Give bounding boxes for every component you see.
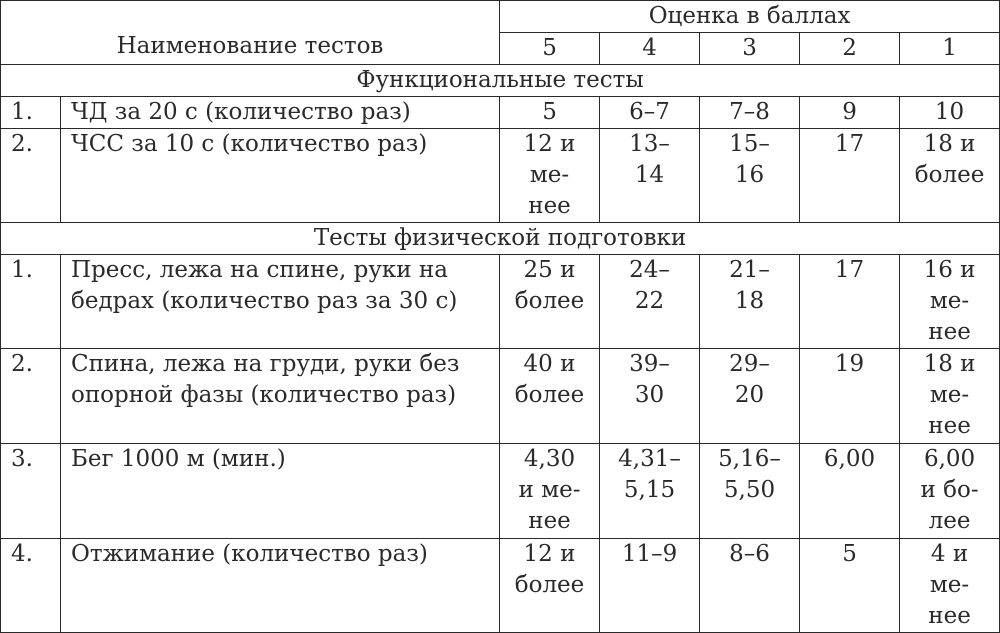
score-1-value: 4 и ме- нее — [900, 539, 1000, 633]
section-header-functional — [1, 65, 1000, 97]
score-2-value: 19 — [800, 349, 900, 444]
score-5-value: 25 и более — [500, 255, 600, 349]
score-4-value: 24– 22 — [600, 255, 700, 349]
section-header-physical — [1, 223, 1000, 255]
row-number: 2. — [1, 129, 61, 223]
score-4-value: 6–7 — [600, 97, 700, 129]
table-row — [1, 255, 1000, 349]
table-row — [1, 97, 1000, 129]
score-1-value: 18 и более — [900, 129, 1000, 223]
score-3-value: 7–8 — [700, 97, 800, 129]
score-5-value: 4,30 и ме- нее — [500, 444, 600, 539]
table-row — [1, 129, 1000, 223]
test-name: ЧД за 20 с (количество раз) — [61, 97, 500, 129]
score-2-value: 17 — [800, 255, 900, 349]
score-4-value: 13– 14 — [600, 129, 700, 223]
score-4-value: 11–9 — [600, 539, 700, 633]
header-score-group: Оценка в баллах — [500, 1, 1000, 33]
score-2-value: 6,00 — [800, 444, 900, 539]
header-score-5: 5 — [500, 33, 600, 65]
row-number: 2. — [1, 349, 61, 444]
header-row-group — [1, 1, 1000, 33]
score-5-value: 12 и ме- нее — [500, 129, 600, 223]
test-name: ЧСС за 10 с (количество раз) — [61, 129, 500, 223]
score-2-value: 17 — [800, 129, 900, 223]
score-5-value: 5 — [500, 97, 600, 129]
table-row — [1, 444, 1000, 539]
row-number: 1. — [1, 97, 61, 129]
score-3-value: 15– 16 — [700, 129, 800, 223]
test-name: Спина, лежа на груди, руки без опорной фазы (количество раз) — [61, 349, 500, 444]
score-5-value: 40 и более — [500, 349, 600, 444]
table-row — [1, 349, 1000, 444]
score-3-value: 5,16– 5,50 — [700, 444, 800, 539]
test-name: Отжимание (количество раз) — [61, 539, 500, 633]
score-1-value: 6,00 и бо- лее — [900, 444, 1000, 539]
header-test-name: Наименование тестов — [1, 1, 500, 65]
row-number: 3. — [1, 444, 61, 539]
score-1-value: 16 и ме- нее — [900, 255, 1000, 349]
test-name: Пресс, лежа на спине, руки на бедрах (количество раз за 30 с) — [61, 255, 500, 349]
test-name: Бег 1000 м (мин.) — [61, 444, 500, 539]
score-3-value: 8–6 — [700, 539, 800, 633]
score-3-value: 29– 20 — [700, 349, 800, 444]
table-row — [1, 539, 1000, 633]
row-number: 1. — [1, 255, 61, 349]
section-title: Тесты физической подготовки — [1, 223, 1000, 255]
header-score-2: 2 — [800, 33, 900, 65]
row-number: 4. — [1, 539, 61, 633]
header-score-4: 4 — [600, 33, 700, 65]
score-1-value: 10 — [900, 97, 1000, 129]
score-3-value: 21– 18 — [700, 255, 800, 349]
header-score-3: 3 — [700, 33, 800, 65]
score-1-value: 18 и ме- нее — [900, 349, 1000, 444]
score-4-value: 39– 30 — [600, 349, 700, 444]
score-5-value: 12 и более — [500, 539, 600, 633]
score-4-value: 4,31– 5,15 — [600, 444, 700, 539]
score-2-value: 9 — [800, 97, 900, 129]
header-score-1: 1 — [900, 33, 1000, 65]
section-title: Функциональные тесты — [1, 65, 1000, 97]
score-2-value: 5 — [800, 539, 900, 633]
